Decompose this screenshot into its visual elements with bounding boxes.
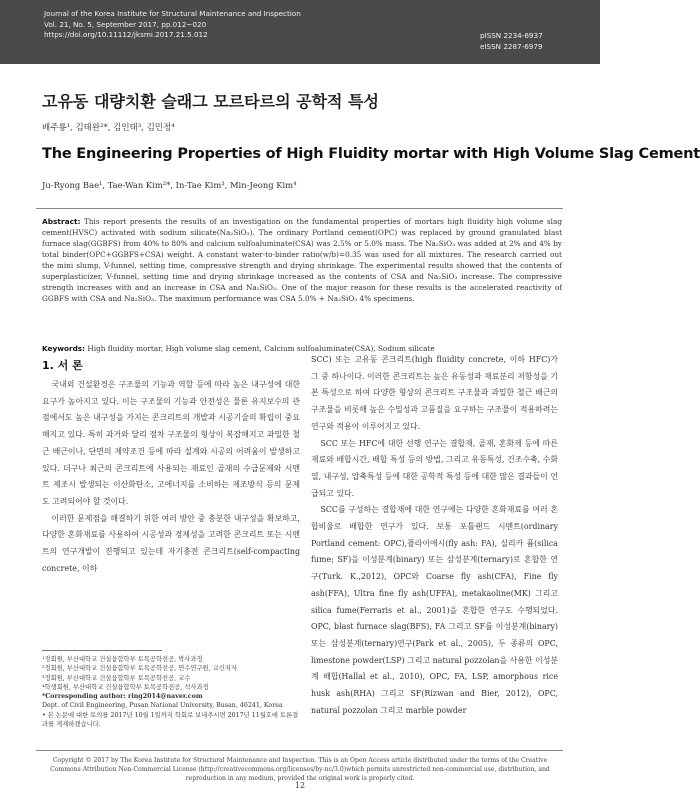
left-paragraph: 국내외 건설환경은 구조물의 기능과 역할 등에 따라 높은 내구성에 대한 요구가 높아지고 있다. 이는 구조물의 기능과 안전성은 물론 유지보수의 관점에서도 높은 내구성을 가지는 콘크리트의 개발과 시공기술의 확립이 중요해지고 있다. 특히 과거와 달리 점차 구조물의 형상이 복잡해지고 과밀한 철근 배근이나, 단면의 제약조건 등에 따라 설계와 시공의 어려움이 발생하고 있다. 더구나 최근의 콘크리트에 사용되는 재료인 골재의 수급문제와 시멘트 제조시 발생되는 이산화탄소, 고에너지를 소비하는 제조방식 등의 문제도 고려되어야 할 것이다. [42, 380, 300, 506]
journal-header-bar [0, 0, 600, 64]
journal-doi[interactable]: https://doi.org/10.11112/jksmi.2017.21.5.012 [44, 30, 208, 39]
left-column [42, 377, 300, 577]
footnote: ²정회원, 부산대학교 건설융합학부 토목공학전공, 연수연구원, 교신저자 [42, 665, 237, 673]
keywords-label: Keywords: [42, 344, 86, 353]
footnote: • 본 논문에 대한 토의를 2017년 10월 1일까지 학회로 보내주시면 2017년 11월호에 토론결과를 게재하겠습니다. [42, 711, 299, 729]
keywords-text: High fluidity mortar, High volume slag cement, Calcium sulfoaluminate(CSA), Sodium silicate [87, 344, 435, 353]
copyright-notice: Copyright © 2017 by The Korea Institute for Structural Maintenance and Inspection. This is an Open Access article distributed under the terms of the Creative Commons Attribution Non-Commercial License (http://creativecommons.org/licenses/by-nc/3.0)which permits unrestricted non-commercial use, distribution, and reproduction in any medium, provided the original work is properly cited. [50, 757, 550, 782]
english-authors: Ju-Ryong Bae¹, Tae-Wan Kim²*, In-Tae Kim³, Min-Jeong Kim⁴ [42, 180, 297, 190]
abstract-label: Abstract: [42, 217, 81, 226]
copyright-rule [36, 750, 563, 751]
journal-citation [44, 9, 301, 41]
section-heading: 1. 서 론 [42, 359, 83, 372]
korean-authors: 배주룡¹, 김태완²*, 김인태³, 김민정⁴ [42, 123, 175, 133]
abstract-text: This report presents the results of an investigation on the fundamental properties of mortars high fluidity high volume slag cement(HVSC) activated with sodium silicate(Na₂SiO₃). The ordinary Portland cement(OPC) was replaced by ground granulated blast furnace slag(GGBFS) from 40% to 80% and calcium sulfoaluminate(CSA) was 2.5% or 5.0% mass. The Na₂SiO₃ was added at 2% and 4% by total binder(OPC+GGBFS+CSA) weight. A constant water-to-binder ratio(w/b)=0.35 was used for all mixtures. The research carried out the mini slump, V-funnel, setting time, compressive strength and drying shrinkage. The experimental results showed that the contents of superplasticizer, V-funnel, setting time and drying shrinkage increased as the contents of CSA and Na₂SiO₃ increase. The compressive strength increases with and an increase in CSA and Na₂SiO₃. One of the major reason for these results is the accelerated reactivity of GGBFS with CSA and Na₂SiO₃. The maximum performance was CSA 5.0% + Na₂SiO₃ 4% specimens. [42, 217, 562, 303]
pissn: pISSN 2234-6937 [480, 31, 543, 40]
footnote: ³정회원, 부산대학교 건설융합학부 토목공학전공, 교수 [42, 674, 191, 682]
page-number: 12 [294, 781, 306, 790]
eissn: eISSN 2287-6979 [480, 41, 543, 51]
footnote: Dept. of Civil Engineering, Pusan National University, Busan, 46241, Korea [42, 702, 283, 710]
right-paragraph: SCC) 또는 고유동 콘크리트(high fluidity concrete, 이하 HFC)가 그 중 하나이다. 이러한 콘크리트는 높은 유동성과 재료분리 저항성을 기본 특성으로 하여 다양한 형상의 콘크리트 구조물과 과밀한 철근 배근의 구조물을 비롯해 높은 수밀성과 고품질을 요구하는 구조물이 적용하려는 연구와 적용이 이루어지고 있다. [311, 355, 558, 431]
right-paragraph: SCC를 구성하는 결합재에 대한 연구에는 다양한 혼화재료를 여러 혼합비율로 배합한 연구가 있다. 보통 포틀랜드 시멘트(ordinary Portland cement: OPC),플라이애시(fly ash: FA), 실리카 퓸(silica fume; SF)을 이성분계(binary) 또는 삼성분계(ternary)로 혼합한 연구(Turk. K.,2012), OPC와 Coarse fly ash(CFA), Fine fly ash(FFA), Ultra fine fly ash(UFFA), metakaoline(MK) 그리고 silica fume(Ferraris et al., 2001)을 혼합한 연구도 수행되었다. OPC, blast furnace slag(BFS), FA 그리고 SF를 이성분계(binary) 또는 삼성분계(ternary)연구(Park et al., 2005), 두 종류의 OPC, limestone powder(LSP) 그리고 natural pozzolan을 사용한 이성분계 배합(Hallal et al., 2010), OPC, FA, LSP, amorphous rice husk ash(RHA) 그리고 SF(Rizwan and Bier, 2012), OPC, natural pozzolan 그리고 marble powder [311, 505, 558, 715]
abstract-block [42, 216, 562, 304]
abstract-top-rule [36, 208, 563, 209]
right-column [311, 352, 558, 719]
issn-block [480, 31, 543, 52]
right-paragraph: SCC 또는 HFC에 대한 선행 연구는 결합재, 골재, 혼화제 등에 따른 재료와 배합시간, 배합 특성 등의 방법, 그리고 유동특성, 건조수축, 수화열, 내구성, 압축특성 등에 대한 공학적 특성 등에 대한 많은 결과들이 언급되고 있다. [311, 438, 558, 498]
footnote: ¹정회원, 부산대학교 건설융합학부 토목공학전공, 박사과정 [42, 656, 203, 663]
korean-title: 고유동 대량치환 슬래그 모르타르의 공학적 특성 [42, 92, 379, 111]
footnotes [42, 655, 302, 729]
journal-name: Journal of the Korea Institute for Structural Maintenance and Inspection [44, 9, 301, 18]
journal-volume: Vol. 21, No. 5, September 2017, pp.012~020 [44, 19, 207, 29]
corresponding-author: *Corresponding author: ring2014@naver.com [42, 693, 203, 701]
english-title: The Engineering Properties of High Fluidity mortar with High Volume Slag Cement [42, 146, 700, 162]
footnote-rule [42, 650, 162, 651]
left-paragraph: 이러한 문제점을 해결하기 위한 여러 방안 중 충분한 내구성을 확보하고, 다양한 혼화재료를 사용하여 시공성과 경제성을 고려한 콘크리트 또는 시멘트의 연구개발이 진행되고 있는데 자기충전 콘크리트(self-compacting concrete, 이하 [42, 513, 300, 573]
footnote: ⁴학생회원, 부산대학교 건설융합학부 토목공학전공, 석사과정 [42, 683, 209, 691]
